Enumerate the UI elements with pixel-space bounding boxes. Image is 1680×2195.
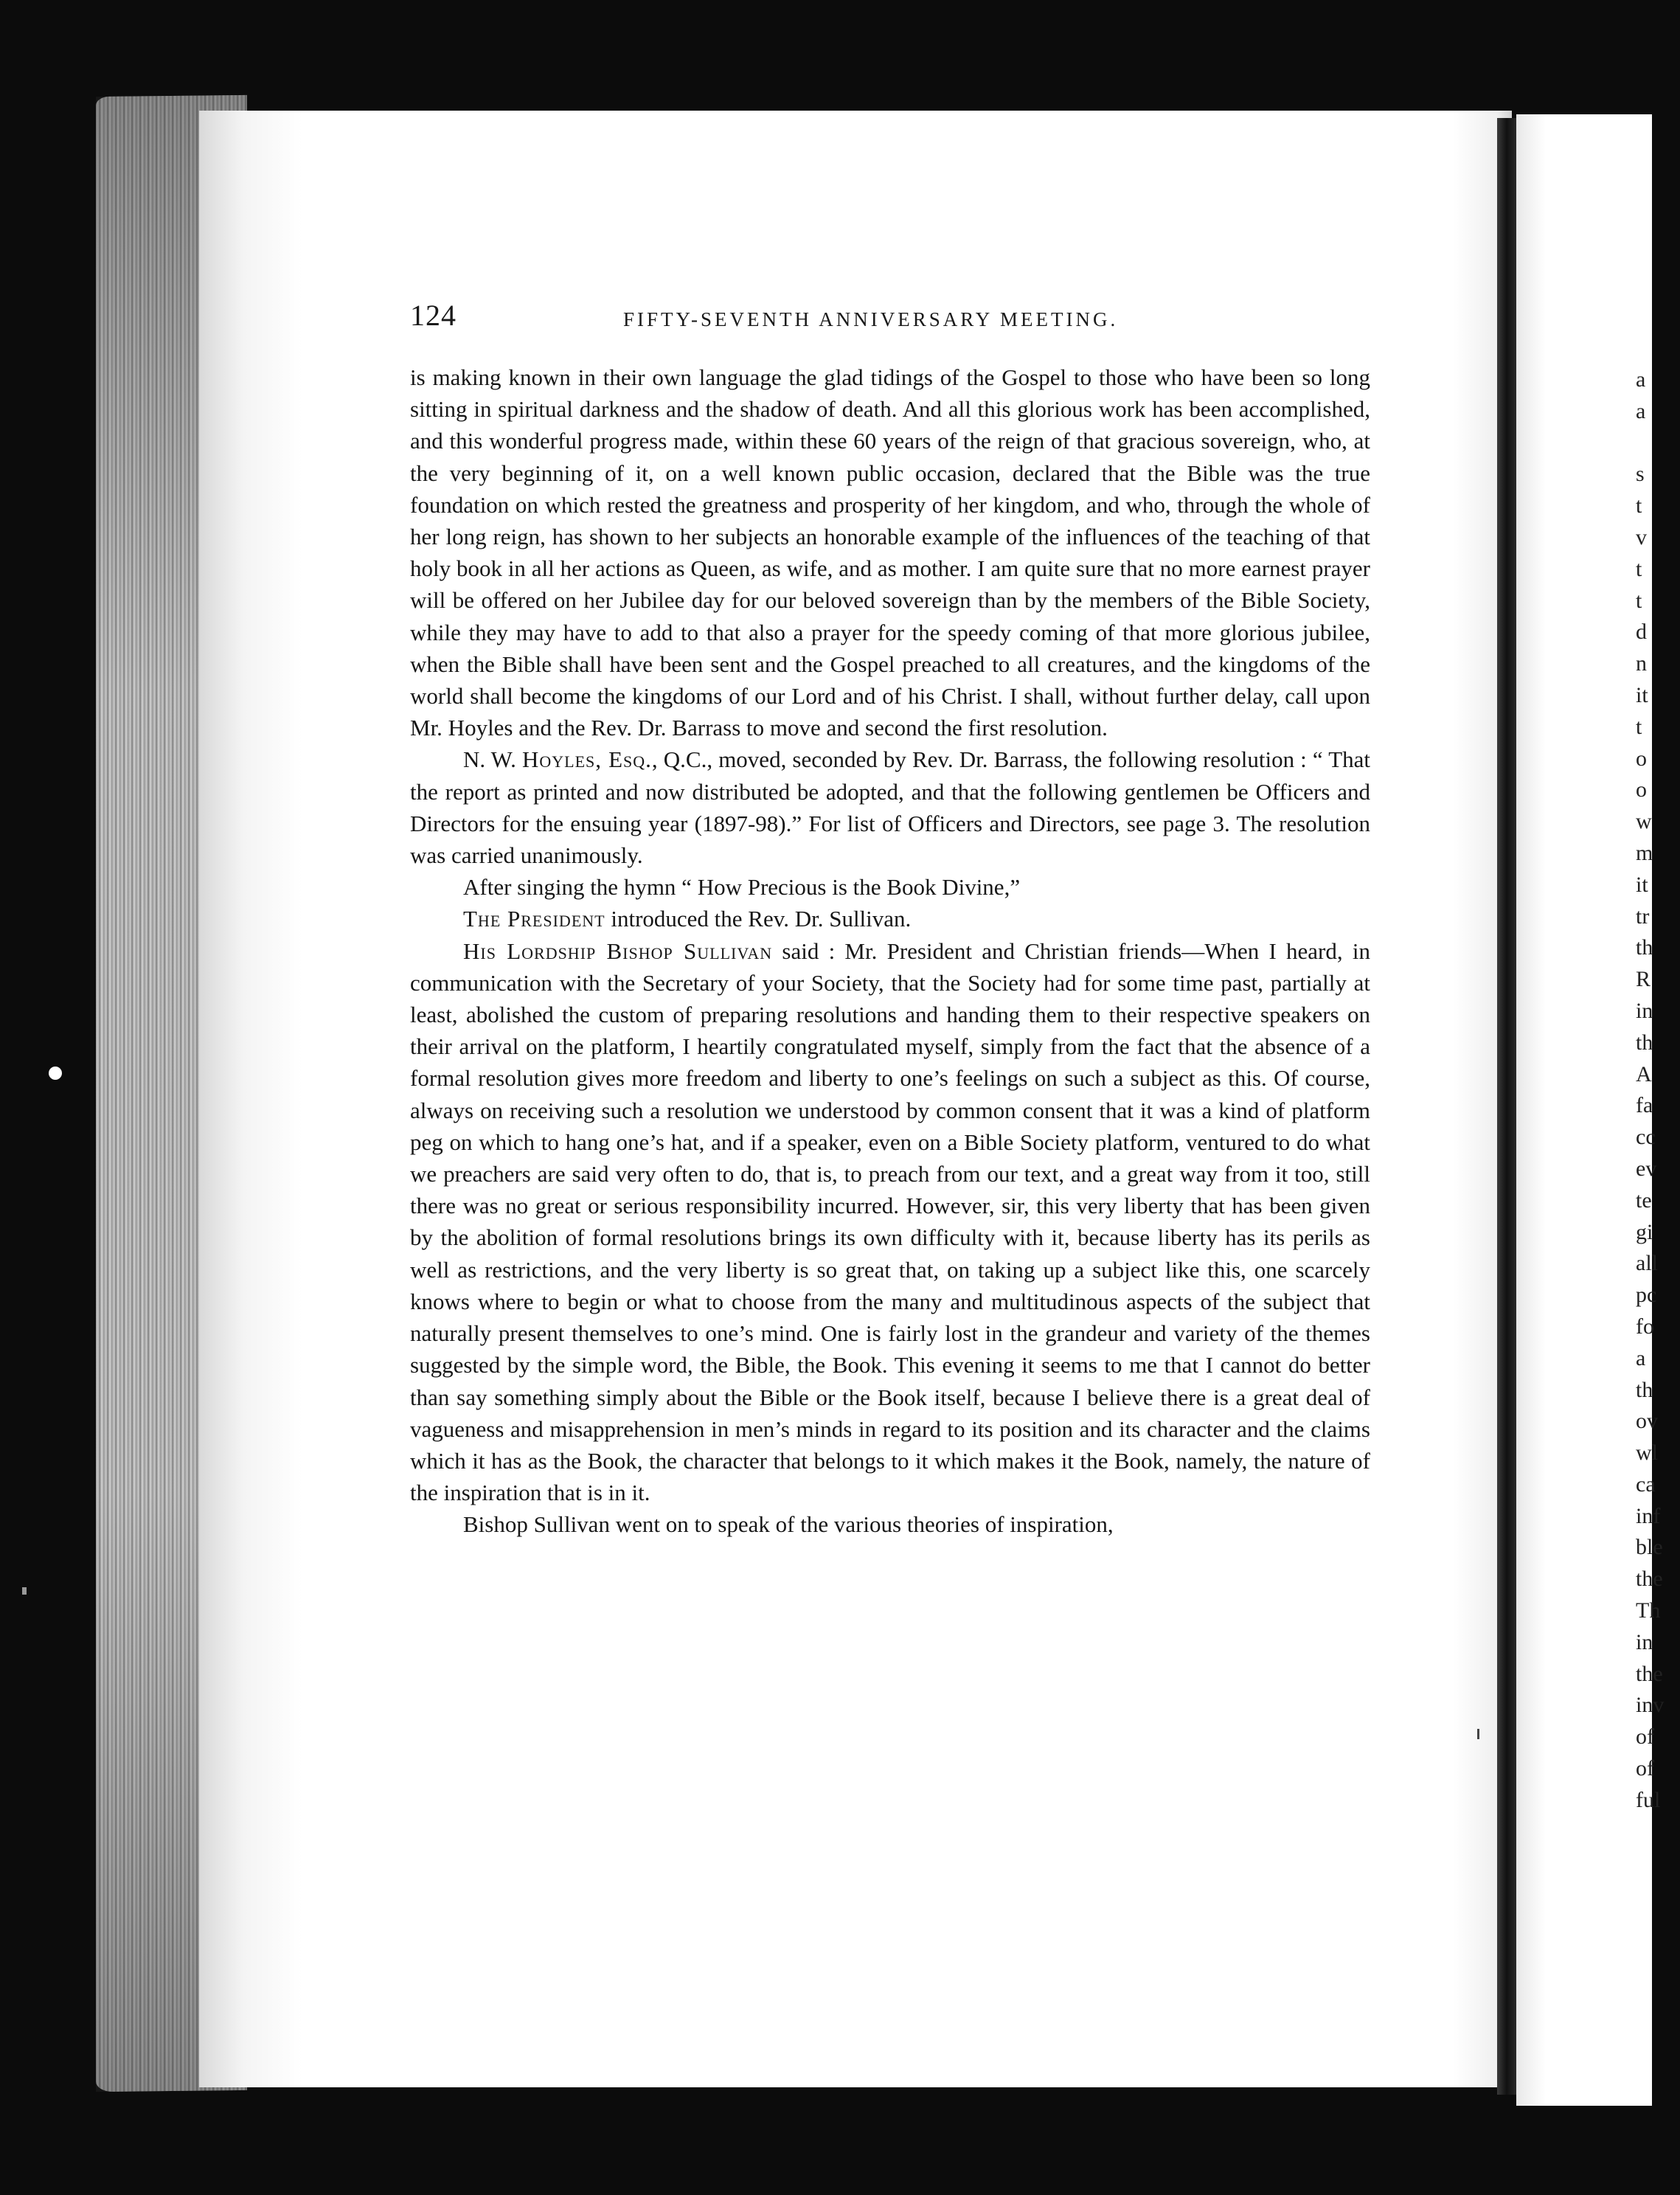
next-page-line: o bbox=[1636, 777, 1647, 802]
next-page-line: a bbox=[1636, 1345, 1646, 1370]
text-run: said : Mr. President and Christian friends—When I heard, in communication with the Secretary of your Society, that the Society had for some time past, partially at least, abolished the custom of preparing resolutions and handing them to their respective speakers on their arrival on the platform, I heartily congratulated myself, simply from the fact that the absence of a formal resolution gives more freedom and liberty to one’s feelings on such a subject as this. Of course, always on receiving such a resolution we understood by common consent that it was a kind of platform peg on which to hang one’s hat, and if a speaker, even on a Bible Society platform, ventured to do what we preachers are said very often to do, that is, to preach from our text, and a great way from it too, still there was no great or serious responsibility incurred. However, sir, this very liberty that has been given by the abolition of formal resolutions brings its own difficulty with it, because liberty has its perils as well as restrictions, and the very liberty is so great that, on taking up a subject like this, one scarcely knows where to begin or what to choose from the many and multitudinous aspects of the subject that naturally present themselves to one’s mind. One is fairly lost in the grandeur and variety of the themes suggested by the simple word, the Bible, the Book. This evening it seems to me that I cannot do better than say something simply about the Bible or the Book itself, because I believe there is a great deal of vagueness and misapprehension in men’s minds in regard to its position and its character and the claims which it has as the Book, the character that belongs to it which makes it the Book, namely, the nature of the inspiration that is in it. bbox=[410, 937, 1370, 1506]
next-page-line: t bbox=[1636, 588, 1642, 613]
next-page-line: th bbox=[1636, 1377, 1653, 1402]
paragraph bbox=[410, 743, 1370, 871]
paragraph bbox=[410, 871, 1370, 903]
next-page-line: ov bbox=[1636, 1409, 1658, 1434]
text-run: N. W. bbox=[463, 746, 522, 773]
next-page-line: th bbox=[1636, 1030, 1653, 1055]
next-page-text bbox=[1636, 364, 1680, 1817]
next-page-line: inf bbox=[1636, 1503, 1661, 1528]
small-caps-name: Hoyles, Esq. bbox=[521, 746, 652, 773]
next-page-line: a bbox=[1636, 398, 1646, 423]
next-page-line: fa bbox=[1636, 1093, 1653, 1118]
next-page-line: fo bbox=[1636, 1314, 1654, 1339]
next-page-line: it bbox=[1636, 872, 1648, 897]
next-page-line: cc bbox=[1636, 1125, 1656, 1150]
next-page-line: inv bbox=[1636, 1693, 1665, 1718]
next-page-line: R bbox=[1636, 967, 1651, 992]
next-page-line: n bbox=[1636, 651, 1647, 676]
small-caps-name: The President bbox=[463, 906, 605, 932]
next-page-line: the bbox=[1636, 1661, 1663, 1686]
next-page-line: th bbox=[1636, 935, 1653, 960]
next-page-line: all bbox=[1636, 1251, 1658, 1276]
film-mark bbox=[1477, 1729, 1479, 1739]
next-page-line: gi bbox=[1636, 1219, 1653, 1244]
next-page-line: o bbox=[1636, 746, 1647, 771]
paragraph bbox=[410, 1508, 1370, 1540]
next-page-line: pc bbox=[1636, 1283, 1657, 1308]
next-page-line: t bbox=[1636, 493, 1642, 519]
next-page-sliver bbox=[1516, 114, 1652, 2106]
next-page-line: t bbox=[1636, 714, 1642, 739]
next-page-line: d bbox=[1636, 620, 1647, 645]
next-page-line: ca bbox=[1636, 1471, 1656, 1497]
film-speck bbox=[49, 1067, 62, 1080]
next-page-line: the bbox=[1636, 1567, 1663, 1592]
body-text bbox=[410, 361, 1370, 1541]
next-page-line: Th bbox=[1636, 1598, 1661, 1623]
page-number: 124 bbox=[410, 299, 457, 332]
next-page-line: m bbox=[1636, 840, 1653, 865]
film-mark bbox=[22, 1587, 27, 1595]
text-run: is making known in their own language the glad tidings of the Gospel to those who have been so long sitting in spiritual darkness and the shadow of death. And all this glorious work has been accomplished, and this wonderful progress made, within these 60 years of the reign of that gracious sovereign, who, at the very beginning of it, on a well known public occasion, declared that the Bible was the true foundation on which rested the greatness and prosperity of her kingdom, and who, through the whole of her long reign, has shown to her subjects an honorable example of the influences of the teaching of that holy book in all her actions as Queen, as wife, and as mother. I am quite sure that no more earnest prayer will be offered on her Jubilee day for our beloved sovereign than by the members of the Bible Society, while they may have to add to that also a prayer for the speedy coming of that more glorious jubilee, when the Bible shall have been sent and the Gospel preached to all creatures, and the kingdoms of the world shall become the kingdoms of our Lord and of his Christ. I shall, without further delay, call upon Mr. Hoyles and the Rev. Dr. Barrass to move and second the first resolution. bbox=[410, 364, 1370, 741]
next-page-line: of bbox=[1636, 1724, 1654, 1750]
next-page-line bbox=[1636, 428, 1680, 460]
text-run: After singing the hymn “ How Precious is the Book Divine,” bbox=[463, 874, 1021, 901]
next-page-line: ble bbox=[1636, 1535, 1663, 1560]
small-caps-name: His Lordship Bishop Sullivan bbox=[463, 937, 773, 964]
next-page-line: te bbox=[1636, 1187, 1652, 1213]
next-page-line: s bbox=[1636, 462, 1645, 487]
paragraph bbox=[410, 903, 1370, 934]
text-run: Bishop Sullivan went on to speak of the various theories of inspiration, bbox=[463, 1511, 1114, 1538]
next-page-line: in bbox=[1636, 1629, 1653, 1654]
next-page-line: in bbox=[1636, 998, 1653, 1023]
next-page-line: t bbox=[1636, 556, 1642, 581]
next-page-line: A bbox=[1636, 1061, 1652, 1086]
next-page-line: w bbox=[1636, 809, 1652, 834]
paragraph bbox=[410, 361, 1370, 743]
running-head: FIFTY-SEVENTH ANNIVERSARY MEETING. bbox=[623, 308, 1119, 330]
next-page-line: wl bbox=[1636, 1440, 1658, 1466]
next-page-line: v bbox=[1636, 524, 1647, 549]
next-page-line: of bbox=[1636, 1756, 1654, 1781]
next-page-line: a bbox=[1636, 367, 1646, 392]
book-gutter bbox=[1497, 118, 1516, 2095]
paragraph bbox=[410, 935, 1370, 1509]
next-page-line: ful bbox=[1636, 1787, 1661, 1812]
next-page-line: ev bbox=[1636, 1156, 1657, 1181]
text-run: introduced the Rev. Dr. Sullivan. bbox=[605, 906, 912, 932]
next-page-line: tr bbox=[1636, 904, 1650, 929]
next-page-line: it bbox=[1636, 682, 1648, 707]
text-run: , Q.C., moved, seconded by Rev. Dr. Barrass, the following resolution : “ That the report as printed and now distributed be adopted, and that the following gentlemen be Officers and Directors for the ensuing year (1897-98).” For list of Officers and Directors, see page 3. The resolution was carried unanimously. bbox=[410, 746, 1371, 869]
